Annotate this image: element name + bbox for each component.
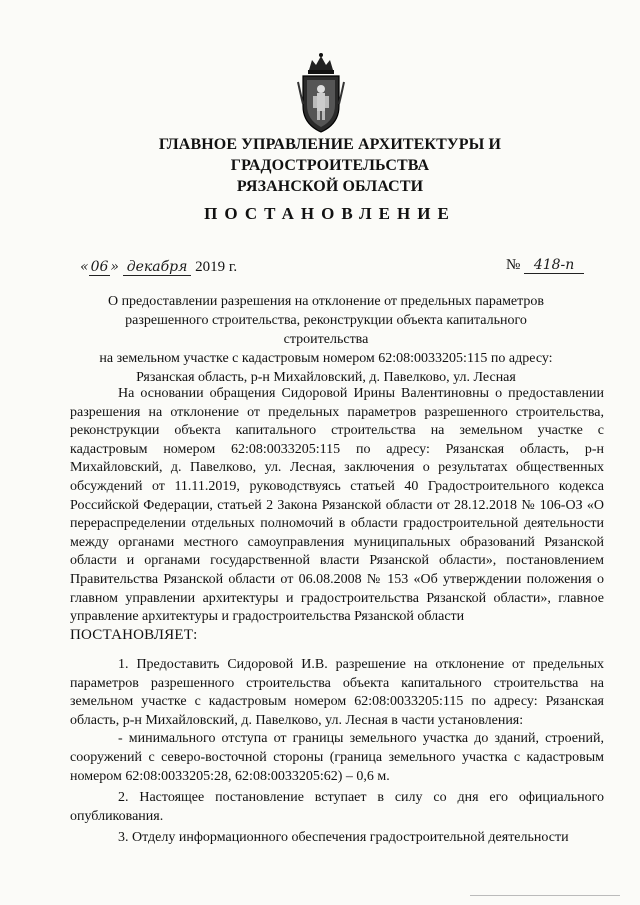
document-type-title: ПОСТАНОВЛЕНИЕ [204, 204, 456, 223]
organization-line-1: ГЛАВНОЕ УПРАВЛЕНИЕ АРХИТЕКТУРЫ И ГРАДОСТРОИТЕЛЬСТВА [158, 136, 502, 174]
preamble-paragraph: На основании обращения Сидоровой Ирины Валентиновны о предоставлении разрешения на отклонение от предельных параметров разрешенного строительства, реконструкции объекта капитального строительства на земельном участке с кадастровым номером 62:08:0033205:115 по адресу: Рязанская область, р-н Михайловский, д. Павелково, ул. Лесная, заключения о результатах общественных обсуждений от 11.11.2019, руководствуясь статьей 40 Градостроительного кодекса Российской Федерации, статьей 2 Закона Рязанской области от 28.12.2018 № 106-ОЗ «О перераспределении отдельных полномочий в области градостроительной деятельности между органами местного самоуправления муниципальных образований Рязанской области и органами государственной власти Рязанской области», постановлением Правительства Рязанской области от 06.08.2008 № 153 «Об утверждении положения о главном управлении архитектуры и градостроительства Рязанской области», главное управление архитектуры и градостроительства Рязанской области [70, 386, 604, 625]
date-month: декабря [123, 259, 192, 276]
document-date [80, 259, 237, 276]
item-1: 1. Предоставить Сидоровой И.В. разрешение на отклонение от предельных параметров разрешенного строительства объекта капитального строительства на земельном участке с кадастровым номером 62:08:0033205:115 по адресу: Рязанская область, р-н Михайловский, д. Павелково, ул. Лесная в части установления: [70, 657, 604, 728]
date-quote-open: « [80, 259, 89, 275]
subject-line-2: разрешенного строительства, реконструкции объекта капитального строительства [125, 313, 527, 347]
document-number [506, 257, 584, 274]
date-day: 06 [90, 259, 109, 275]
coat-of-arms-icon [296, 52, 346, 140]
decree-heading: ПОСТАНОВЛЯЕТ: [70, 627, 198, 643]
organization-name [60, 134, 600, 197]
date-year: 2019 г. [195, 259, 238, 275]
item-3: 3. Отделу информационного обеспечения градостроительной деятельности [118, 830, 569, 846]
number-label: № [506, 257, 521, 273]
item-1-subpoint: - минимального отступа от границы земельного участка до зданий, строений, сооружений с северо-восточной стороны (граница земельного участка с кадастровым номером 62:08:0033205:28, 62:08:0033205:62) – 0,6 м. [70, 731, 604, 784]
subject-line-3: на земельном участке с кадастровым номером 62:08:0033205:115 по адресу: [99, 351, 553, 366]
page-edge-line [470, 895, 620, 896]
subject-line-4: Рязанская область, р-н Михайловский, д. Павелково, ул. Лесная [136, 370, 516, 385]
item-2: 2. Настоящее постановление вступает в силу со дня его официального опубликования. [70, 790, 604, 824]
organization-line-2: РЯЗАНСКОЙ ОБЛАСТИ [236, 178, 424, 195]
date-quote-close: » [110, 259, 119, 275]
document-subject [96, 292, 556, 387]
decree-items [70, 656, 604, 848]
subject-line-1: О предоставлении разрешения на отклонение от предельных параметров [107, 294, 545, 309]
number-value: 418-п [524, 257, 584, 274]
